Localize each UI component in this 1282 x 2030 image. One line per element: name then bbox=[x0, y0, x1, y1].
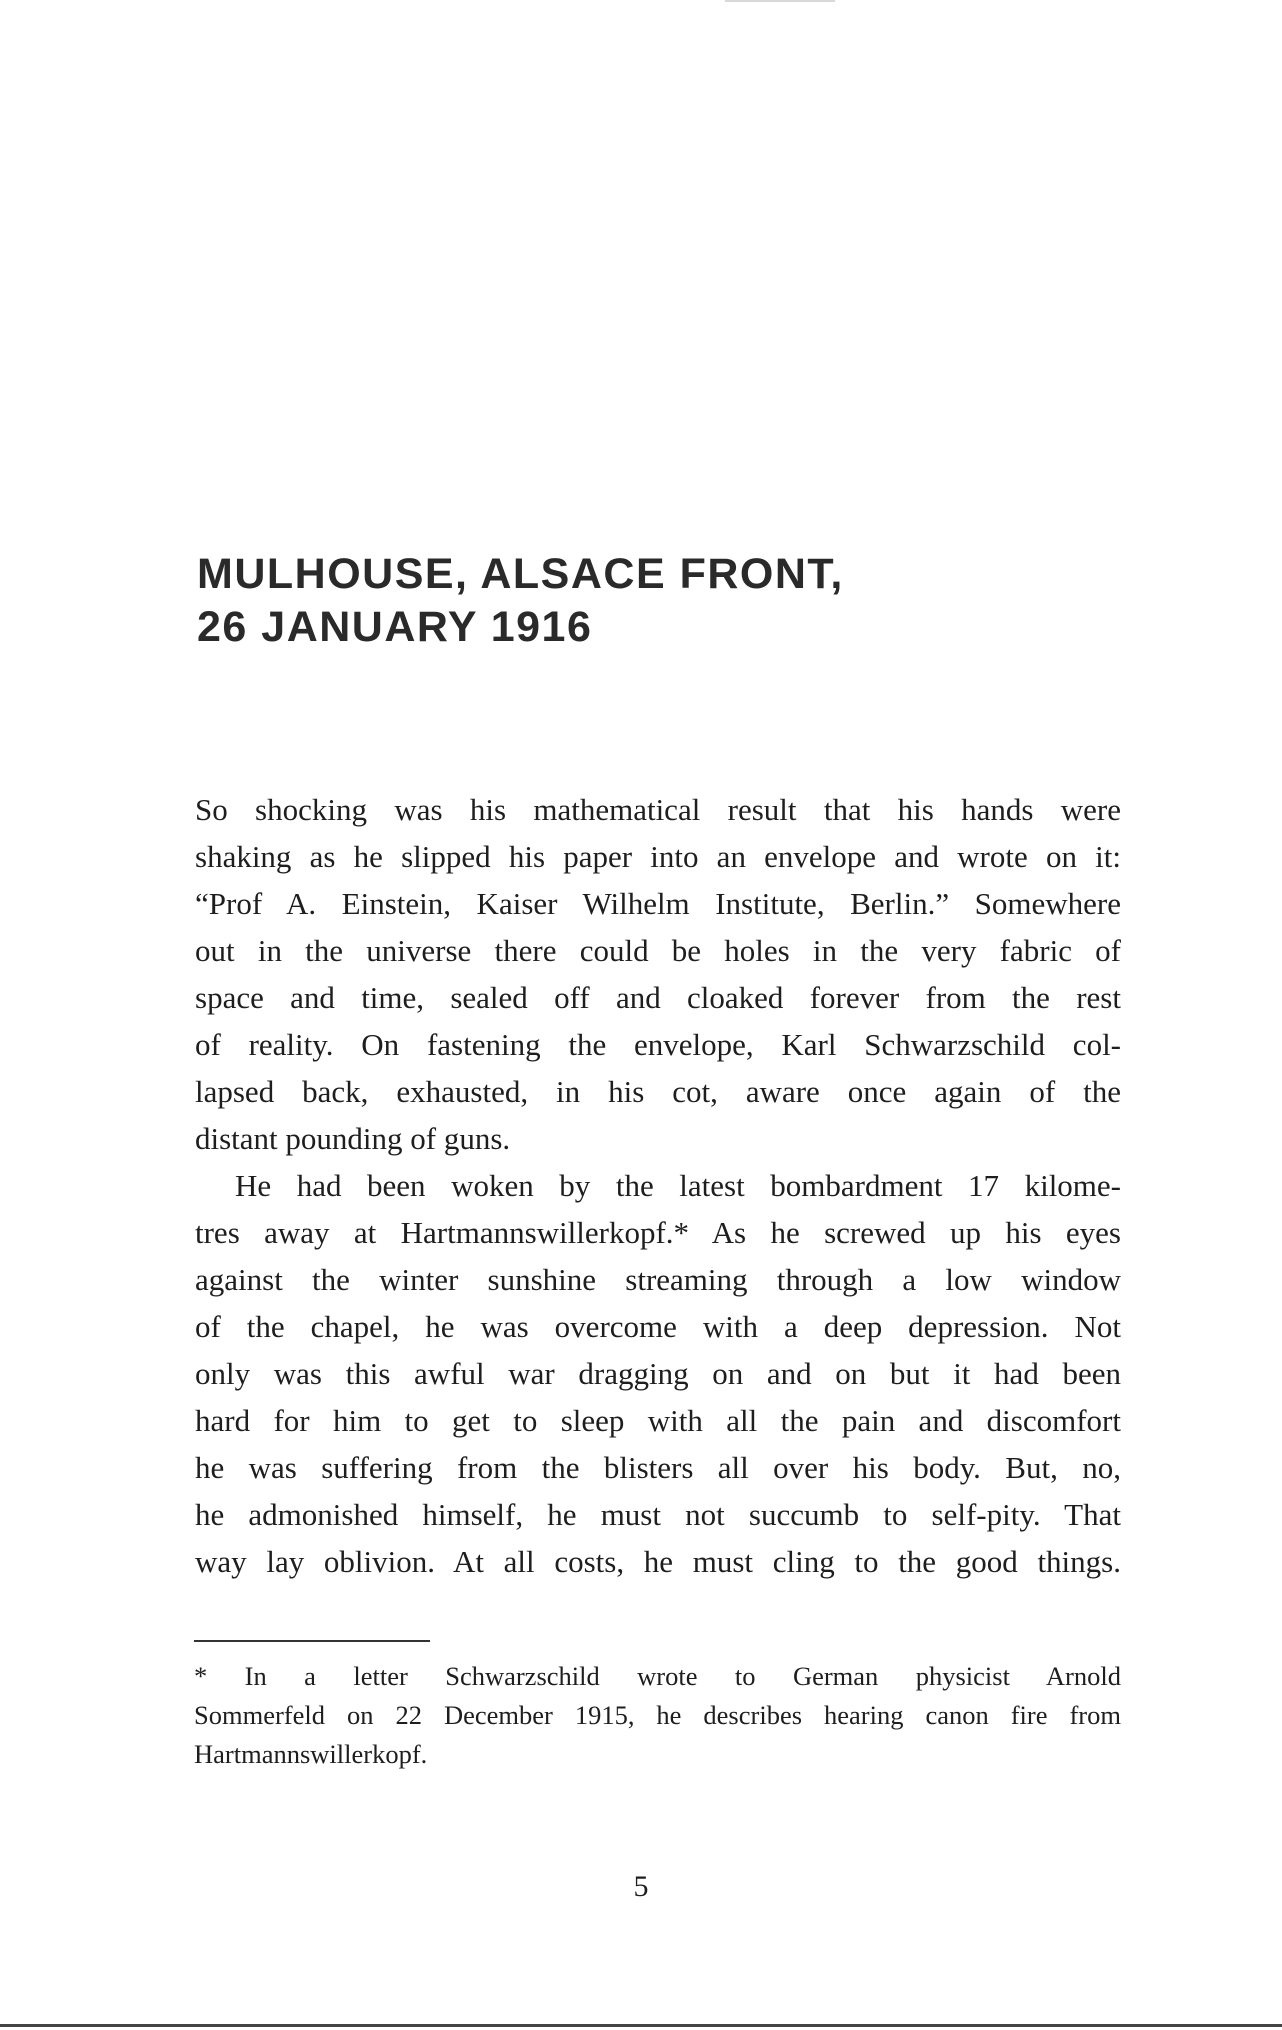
chapter-heading-line: 26 JANUARY 1916 bbox=[197, 603, 593, 651]
footnote-divider bbox=[194, 1640, 430, 1642]
text-line: So shocking was his mathematical result that his hands were bbox=[195, 792, 1121, 827]
text-line: tres away at Hartmannswillerkopf.* As he screwed up his eyes bbox=[195, 1215, 1121, 1250]
text-line: way lay oblivion. At all costs, he must cling to the good things. bbox=[195, 1544, 1121, 1579]
text-line: he admonished himself, he must not succumb to self-pity. That bbox=[195, 1497, 1121, 1532]
body-text bbox=[195, 786, 1121, 1585]
text-line: out in the universe there could be holes in the very fabric of bbox=[195, 933, 1121, 968]
text-line: only was this awful war dragging on and on but it had been bbox=[195, 1356, 1121, 1391]
text-line: of reality. On fastening the envelope, Karl Schwarzschild col- bbox=[195, 1027, 1121, 1062]
page-bottom-edge bbox=[0, 2024, 1282, 2027]
paragraph bbox=[195, 786, 1121, 1162]
text-line: He had been woken by the latest bombardment 17 kilome- bbox=[235, 1168, 1121, 1203]
text-line: shaking as he slipped his paper into an envelope and wrote on it: bbox=[195, 839, 1121, 874]
chapter-heading-line: MULHOUSE, ALSACE FRONT, bbox=[197, 550, 844, 598]
text-line: he was suffering from the blisters all over his body. But, no, bbox=[195, 1450, 1121, 1485]
text-line: space and time, sealed off and cloaked forever from the rest bbox=[195, 980, 1121, 1015]
text-line: hard for him to get to sleep with all the pain and discomfort bbox=[195, 1403, 1121, 1438]
text-line: distant pounding of guns. bbox=[195, 1121, 511, 1156]
footnote-line: * In a letter Schwarzschild wrote to German physicist Arnold bbox=[194, 1661, 1121, 1691]
paragraph bbox=[195, 1162, 1121, 1585]
footnote bbox=[194, 1657, 1121, 1774]
text-line: lapsed back, exhausted, in his cot, aware once again of the bbox=[195, 1074, 1121, 1109]
text-line: of the chapel, he was overcome with a deep depression. Not bbox=[195, 1309, 1121, 1344]
footnote-line: Hartmannswillerkopf. bbox=[194, 1739, 428, 1769]
chapter-heading bbox=[197, 548, 844, 654]
text-line: against the winter sunshine streaming through a low window bbox=[195, 1262, 1121, 1297]
text-line: “Prof A. Einstein, Kaiser Wilhelm Institute, Berlin.” Somewhere bbox=[195, 886, 1121, 921]
footnote-line: Sommerfeld on 22 December 1915, he describes hearing canon fire from bbox=[194, 1700, 1121, 1730]
page-number: 5 bbox=[633, 1870, 649, 1903]
page-edge-mark bbox=[725, 0, 835, 2]
